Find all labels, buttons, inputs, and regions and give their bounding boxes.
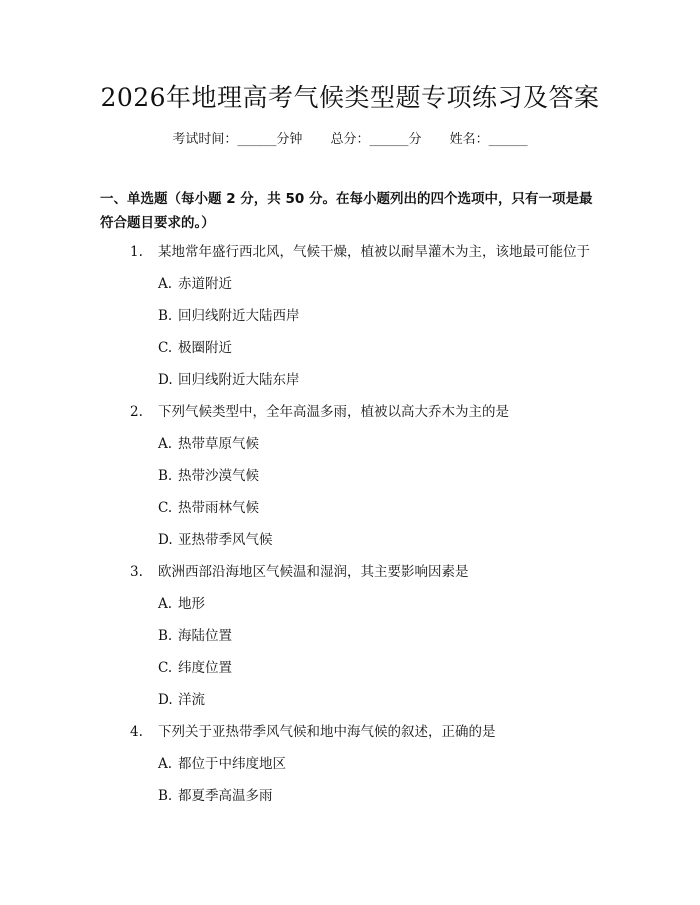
option-letter: D. xyxy=(158,532,173,548)
option-letter: B. xyxy=(158,468,173,484)
option-letter: A. xyxy=(158,596,173,612)
option-text: 赤道附近 xyxy=(178,276,232,292)
option-letter: A. xyxy=(158,756,173,772)
exam-time-field: 考试时间：______分钟 xyxy=(172,132,303,147)
option-text: 洋流 xyxy=(178,692,205,708)
total-score-field: 总分：______分 xyxy=(330,132,422,147)
question-text: 下列气候类型中，全年高温多雨，植被以高大乔木为主的是 xyxy=(158,404,509,420)
option-text: 热带沙漠气候 xyxy=(178,468,259,484)
option-letter: D. xyxy=(158,372,173,388)
option-text: 亚热带季风气候 xyxy=(178,532,273,548)
option-letter: C. xyxy=(158,500,173,516)
question-number: 2. xyxy=(130,404,143,420)
option-text: 热带草原气候 xyxy=(178,436,259,452)
question-text: 欧洲西部沿海地区气候温和湿润，其主要影响因素是 xyxy=(158,564,469,580)
option-letter: B. xyxy=(158,308,173,324)
option-text: 极圈附近 xyxy=(178,340,232,356)
option-letter: D. xyxy=(158,692,173,708)
option-letter: C. xyxy=(158,660,173,676)
option-letter: B. xyxy=(158,788,173,804)
option-text: 都位于中纬度地区 xyxy=(178,756,286,772)
option-text: 回归线附近大陆西岸 xyxy=(178,308,300,324)
option-text: 回归线附近大陆东岸 xyxy=(178,372,300,388)
page-title: 2026年地理高考气候类型题专项练习及答案 xyxy=(100,83,600,112)
question-number: 4. xyxy=(130,724,143,740)
option-letter: B. xyxy=(158,628,173,644)
name-field: 姓名：______ xyxy=(449,132,528,147)
option-text: 海陆位置 xyxy=(178,628,232,644)
option-letter: C. xyxy=(158,340,173,356)
question-text: 某地常年盛行西北风，气候干燥，植被以耐旱灌木为主，该地最可能位于 xyxy=(158,244,590,260)
option-text: 都夏季高温多雨 xyxy=(178,788,273,804)
exam-meta xyxy=(0,131,700,149)
question-text: 下列关于亚热带季风气候和地中海气候的叙述，正确的是 xyxy=(158,724,496,740)
option-text: 热带雨林气候 xyxy=(178,500,259,516)
option-letter: A. xyxy=(158,276,173,292)
question-number: 1. xyxy=(130,244,143,260)
option-letter: A. xyxy=(158,436,173,452)
section-heading: 一、单选题（每小题 2 分，共 50 分。在每小题列出的四个选项中，只有一项是最符合题目要求的。） xyxy=(100,191,593,231)
option-text: 地形 xyxy=(178,596,205,612)
option-text: 纬度位置 xyxy=(178,660,232,676)
question-number: 3. xyxy=(130,564,143,580)
